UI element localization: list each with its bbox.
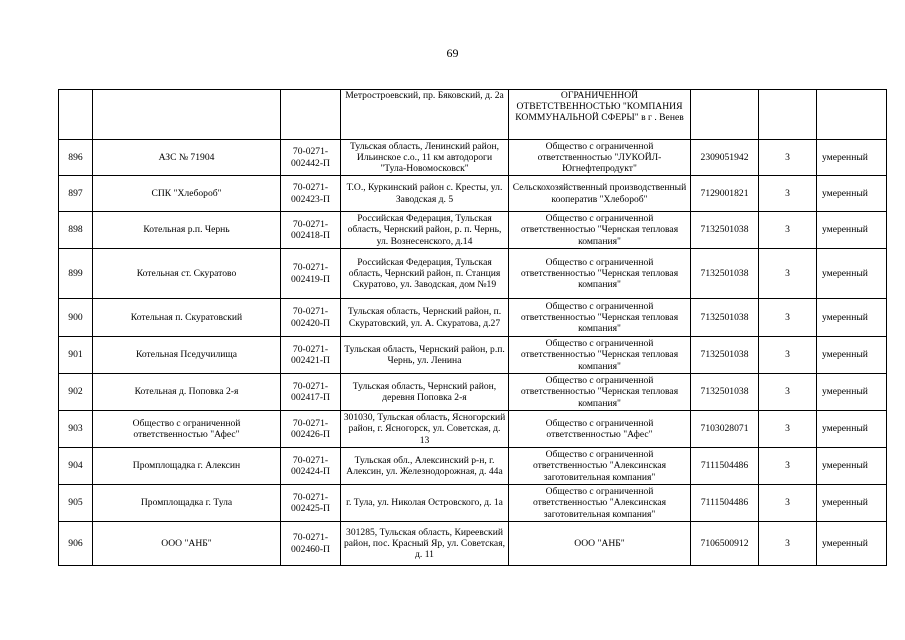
row-number-cell: 904	[59, 448, 93, 485]
operator-cell: Общество с ограниченной ответственностью "Чернская тепловая компания"	[509, 337, 691, 374]
object-name-cell: Промплощадка г. Алексин	[93, 448, 281, 485]
row-number-cell: 901	[59, 337, 93, 374]
object-name-cell	[93, 90, 281, 140]
address-cell: Метростроевский, пр. Бяковский, д. 2а	[341, 90, 509, 140]
address-cell: Российская Федерация, Тульская область, Чернский район, п. Станция Скуратово, ул. Заводская, дом №19	[341, 249, 509, 299]
table-row	[59, 374, 887, 411]
object-code-cell: 70-0271-002418-П	[281, 212, 341, 249]
table-row	[59, 485, 887, 522]
address-cell: Тульская область, Чернский район, деревня Поповка 2-я	[341, 374, 509, 411]
operator-cell: Общество с ограниченной ответственностью "ЛУКОЙЛ-Югнефтепродукт"	[509, 140, 691, 176]
risk-cell: умеренный	[817, 212, 887, 249]
operator-cell: Общество с ограниченной ответственностью "Алексинская заготовительная компания"	[509, 448, 691, 485]
operator-cell: Общество с ограниченной ответственностью "Чернская тепловая компания"	[509, 212, 691, 249]
operator-cell: Общество с ограниченной ответственностью "Чернская тепловая компания"	[509, 374, 691, 411]
object-code-cell: 70-0271-002425-П	[281, 485, 341, 522]
table-row	[59, 448, 887, 485]
inn-cell: 7132501038	[691, 212, 759, 249]
category-cell: 3	[759, 485, 817, 522]
address-cell: Тульская область, Ленинский район, Ильинское с.о., 11 км автодороги "Тула-Новомосковск"	[341, 140, 509, 176]
row-number-cell: 905	[59, 485, 93, 522]
category-cell: 3	[759, 176, 817, 212]
table-row	[59, 411, 887, 448]
object-name-cell: Котельная п. Скуратовский	[93, 299, 281, 337]
inn-cell: 7132501038	[691, 374, 759, 411]
row-number-cell: 898	[59, 212, 93, 249]
risk-cell: умеренный	[817, 249, 887, 299]
risk-cell: умеренный	[817, 299, 887, 337]
object-code-cell: 70-0271-002419-П	[281, 249, 341, 299]
inn-cell: 7111504486	[691, 485, 759, 522]
row-number-cell: 897	[59, 176, 93, 212]
address-cell: Тульская обл., Алексинский р-н, г. Алексин, ул. Железнодорожная, д. 44а	[341, 448, 509, 485]
object-code-cell	[281, 90, 341, 140]
object-name-cell: ООО "АНБ"	[93, 522, 281, 566]
address-cell: г. Тула, ул. Николая Островского, д. 1а	[341, 485, 509, 522]
risk-cell: умеренный	[817, 176, 887, 212]
table-row	[59, 299, 887, 337]
address-cell: 301030, Тульская область, Ясногорский район, г. Ясногорск, ул. Советская, д. 13	[341, 411, 509, 448]
address-cell: 301285, Тульская область, Киреевский район, пос. Красный Яр, ул. Советская, д. 11	[341, 522, 509, 566]
object-name-cell: Общество с ограниченной ответственностью "Афес"	[93, 411, 281, 448]
category-cell	[759, 90, 817, 140]
operator-cell: ООО "АНБ"	[509, 522, 691, 566]
object-code-cell: 70-0271-002460-П	[281, 522, 341, 566]
category-cell: 3	[759, 249, 817, 299]
inn-cell	[691, 90, 759, 140]
table-row	[59, 140, 887, 176]
risk-cell: умеренный	[817, 337, 887, 374]
risk-cell: умеренный	[817, 522, 887, 566]
object-name-cell: Котельная р.п. Чернь	[93, 212, 281, 249]
table-row	[59, 337, 887, 374]
operator-cell: Общество с ограниченной ответственностью "Алексинская заготовительная компания"	[509, 485, 691, 522]
object-code-cell: 70-0271-002423-П	[281, 176, 341, 212]
object-code-cell: 70-0271-002426-П	[281, 411, 341, 448]
inn-cell: 7111504486	[691, 448, 759, 485]
risk-cell: умеренный	[817, 485, 887, 522]
table-row	[59, 522, 887, 566]
object-name-cell: Промплощадка г. Тула	[93, 485, 281, 522]
table-row	[59, 176, 887, 212]
address-cell: Тульская область, Чернский район, р.п. Чернь, ул. Ленина	[341, 337, 509, 374]
operator-cell: ОГРАНИЧЕННОЙ ОТВЕТСТВЕННОСТЬЮ "КОМПАНИЯ КОММУНАЛЬНОЙ СФЕРЫ" в г . Венев	[509, 90, 691, 140]
object-code-cell: 70-0271-002421-П	[281, 337, 341, 374]
object-code-cell: 70-0271-002420-П	[281, 299, 341, 337]
table-row	[59, 212, 887, 249]
address-cell: Тульская область, Чернский район, п. Скуратовский, ул. А. Скуратова, д.27	[341, 299, 509, 337]
inn-cell: 7132501038	[691, 249, 759, 299]
object-code-cell: 70-0271-002424-П	[281, 448, 341, 485]
operator-cell: Сельскохозяйственный производственный кооператив "Хлебороб"	[509, 176, 691, 212]
category-cell: 3	[759, 374, 817, 411]
address-cell: Т.О., Куркинский район с. Кресты, ул. Заводская д. 5	[341, 176, 509, 212]
category-cell: 3	[759, 411, 817, 448]
risk-cell: умеренный	[817, 411, 887, 448]
object-name-cell: Котельная Пседучилища	[93, 337, 281, 374]
page-number: 69	[446, 46, 459, 60]
object-name-cell: СПК "Хлебороб"	[93, 176, 281, 212]
row-number-cell: 896	[59, 140, 93, 176]
inn-cell: 7103028071	[691, 411, 759, 448]
risk-cell	[817, 90, 887, 140]
category-cell: 3	[759, 522, 817, 566]
inn-cell: 7132501038	[691, 337, 759, 374]
row-number-cell: 900	[59, 299, 93, 337]
row-number-cell: 902	[59, 374, 93, 411]
continuation-row	[59, 90, 887, 140]
address-cell: Российская Федерация, Тульская область, Чернский район, р. п. Чернь, ул. Вознесенского, д.14	[341, 212, 509, 249]
table-row	[59, 249, 887, 299]
row-number-cell: 899	[59, 249, 93, 299]
row-number-cell: 906	[59, 522, 93, 566]
category-cell: 3	[759, 140, 817, 176]
risk-cell: умеренный	[817, 374, 887, 411]
risk-cell: умеренный	[817, 448, 887, 485]
operator-cell: Общество с ограниченной ответственностью "Чернская тепловая компания"	[509, 299, 691, 337]
object-name-cell: Котельная ст. Скуратово	[93, 249, 281, 299]
inn-cell: 2309051942	[691, 140, 759, 176]
row-number-cell: 903	[59, 411, 93, 448]
risk-cell: умеренный	[817, 140, 887, 176]
operator-cell: Общество с ограниченной ответственностью "Афес"	[509, 411, 691, 448]
object-name-cell: АЗС № 71904	[93, 140, 281, 176]
category-cell: 3	[759, 448, 817, 485]
object-code-cell: 70-0271-002442-П	[281, 140, 341, 176]
object-name-cell: Котельная д. Поповка 2-я	[93, 374, 281, 411]
category-cell: 3	[759, 212, 817, 249]
inn-cell: 7129001821	[691, 176, 759, 212]
operator-cell: Общество с ограниченной ответственностью "Чернская тепловая компания"	[509, 249, 691, 299]
category-cell: 3	[759, 337, 817, 374]
inn-cell: 7106500912	[691, 522, 759, 566]
inn-cell: 7132501038	[691, 299, 759, 337]
object-code-cell: 70-0271-002417-П	[281, 374, 341, 411]
row-number-cell	[59, 90, 93, 140]
registry-table	[58, 89, 887, 566]
category-cell: 3	[759, 299, 817, 337]
